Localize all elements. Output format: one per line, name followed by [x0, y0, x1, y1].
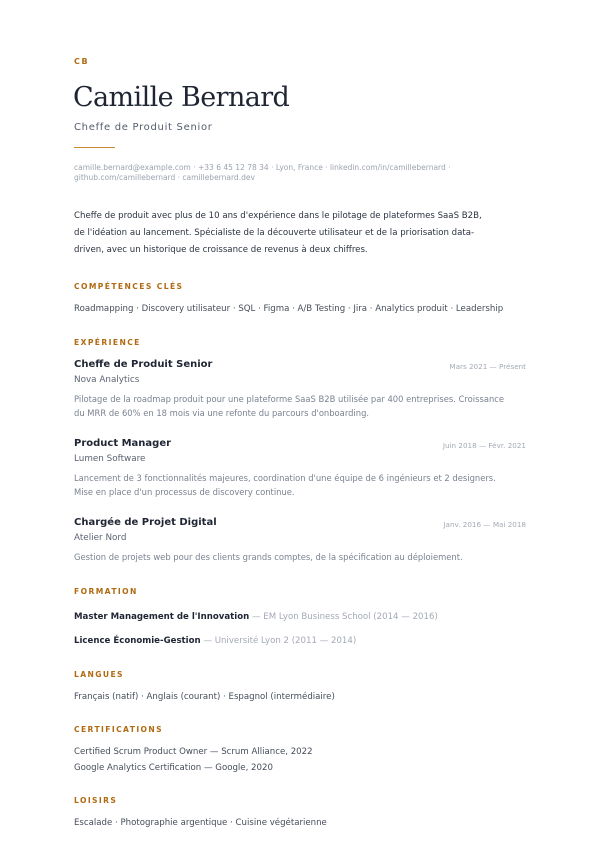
- job-title-headline: Cheffe de Produit Senior: [74, 122, 213, 133]
- certification-item: Google Analytics Certification — Google, 2020: [74, 763, 273, 773]
- job-company: Atelier Nord: [74, 533, 127, 543]
- job-description: Pilotage de la roadmap produit pour une plateforme SaaS B2B utilisée par 400 entreprises. Croissance: [74, 394, 505, 404]
- education-degree: Master Management de l'Innovation: [74, 612, 250, 622]
- summary-line: de l'idéation au lancement. Spécialiste de la découverte utilisateur et de la priorisation data-: [74, 228, 475, 238]
- job-title: Cheffe de Produit Senior: [74, 359, 213, 370]
- section-heading-education: FORMATION: [74, 587, 138, 596]
- job-description: du MRR de 60% en 18 mois via une refonte du parcours d'onboarding.: [74, 408, 370, 418]
- hobbies-list: Escalade · Photographie argentique · Cuisine végétarienne: [74, 818, 327, 828]
- education-school: — Université Lyon 2 (2011 — 2014): [200, 636, 357, 646]
- section-heading-hobbies: LOISIRS: [74, 796, 118, 805]
- accent-divider: [74, 147, 115, 148]
- job-title: Chargée de Projet Digital: [74, 517, 217, 528]
- candidate-name: Camille Bernard: [73, 82, 290, 113]
- job-dates: Juin 2018 — Févr. 2021: [442, 441, 526, 450]
- monogram: CB: [74, 57, 90, 66]
- education-item: [74, 636, 356, 646]
- job-description: Lancement de 3 fonctionnalités majeures, coordination d'une équipe de 6 ingénieurs et 2 designers.: [74, 473, 496, 483]
- job-title: Product Manager: [74, 438, 172, 449]
- skills-list: Roadmapping · Discovery utilisateur · SQL · Figma · A/B Testing · Jira · Analytics produit · Leadership: [74, 304, 504, 314]
- summary-line: Cheffe de produit avec plus de 10 ans d'expérience dans le pilotage de plateformes SaaS B2B,: [74, 211, 482, 221]
- section-heading-certifications: CERTIFICATIONS: [74, 725, 164, 734]
- job-dates: Janv. 2016 — Mai 2018: [443, 520, 526, 529]
- section-heading-languages: LANGUES: [74, 670, 124, 679]
- certification-item: Certified Scrum Product Owner — Scrum Alliance, 2022: [74, 747, 313, 757]
- contact-line: camille.bernard@example.com · +33 6 45 12 78 34 · Lyon, France · linkedin.com/in/camillebernard ·: [74, 163, 451, 172]
- job-company: Lumen Software: [74, 454, 146, 464]
- section-heading-experience: EXPÉRIENCE: [74, 338, 141, 347]
- job-description: Mise en place d'un processus de discovery continue.: [74, 487, 295, 497]
- contact-line: github.com/camillebernard · camillebernard.dev: [74, 173, 255, 182]
- education-school: — EM Lyon Business School (2014 — 2016): [249, 612, 438, 622]
- job-dates: Mars 2021 — Présent: [449, 362, 526, 371]
- job-description: Gestion de projets web pour des clients grands comptes, de la spécification au déploiement.: [74, 552, 463, 562]
- languages-list: Français (natif) · Anglais (courant) · Espagnol (intermédiaire): [74, 692, 335, 702]
- section-heading-skills: COMPÉTENCES CLÉS: [74, 282, 184, 291]
- education-item: [74, 612, 438, 622]
- education-degree: Licence Économie-Gestion: [74, 636, 201, 646]
- job-company: Nova Analytics: [74, 375, 140, 385]
- summary-line: driven, avec un historique de croissance de revenus à deux chiffres.: [74, 245, 368, 255]
